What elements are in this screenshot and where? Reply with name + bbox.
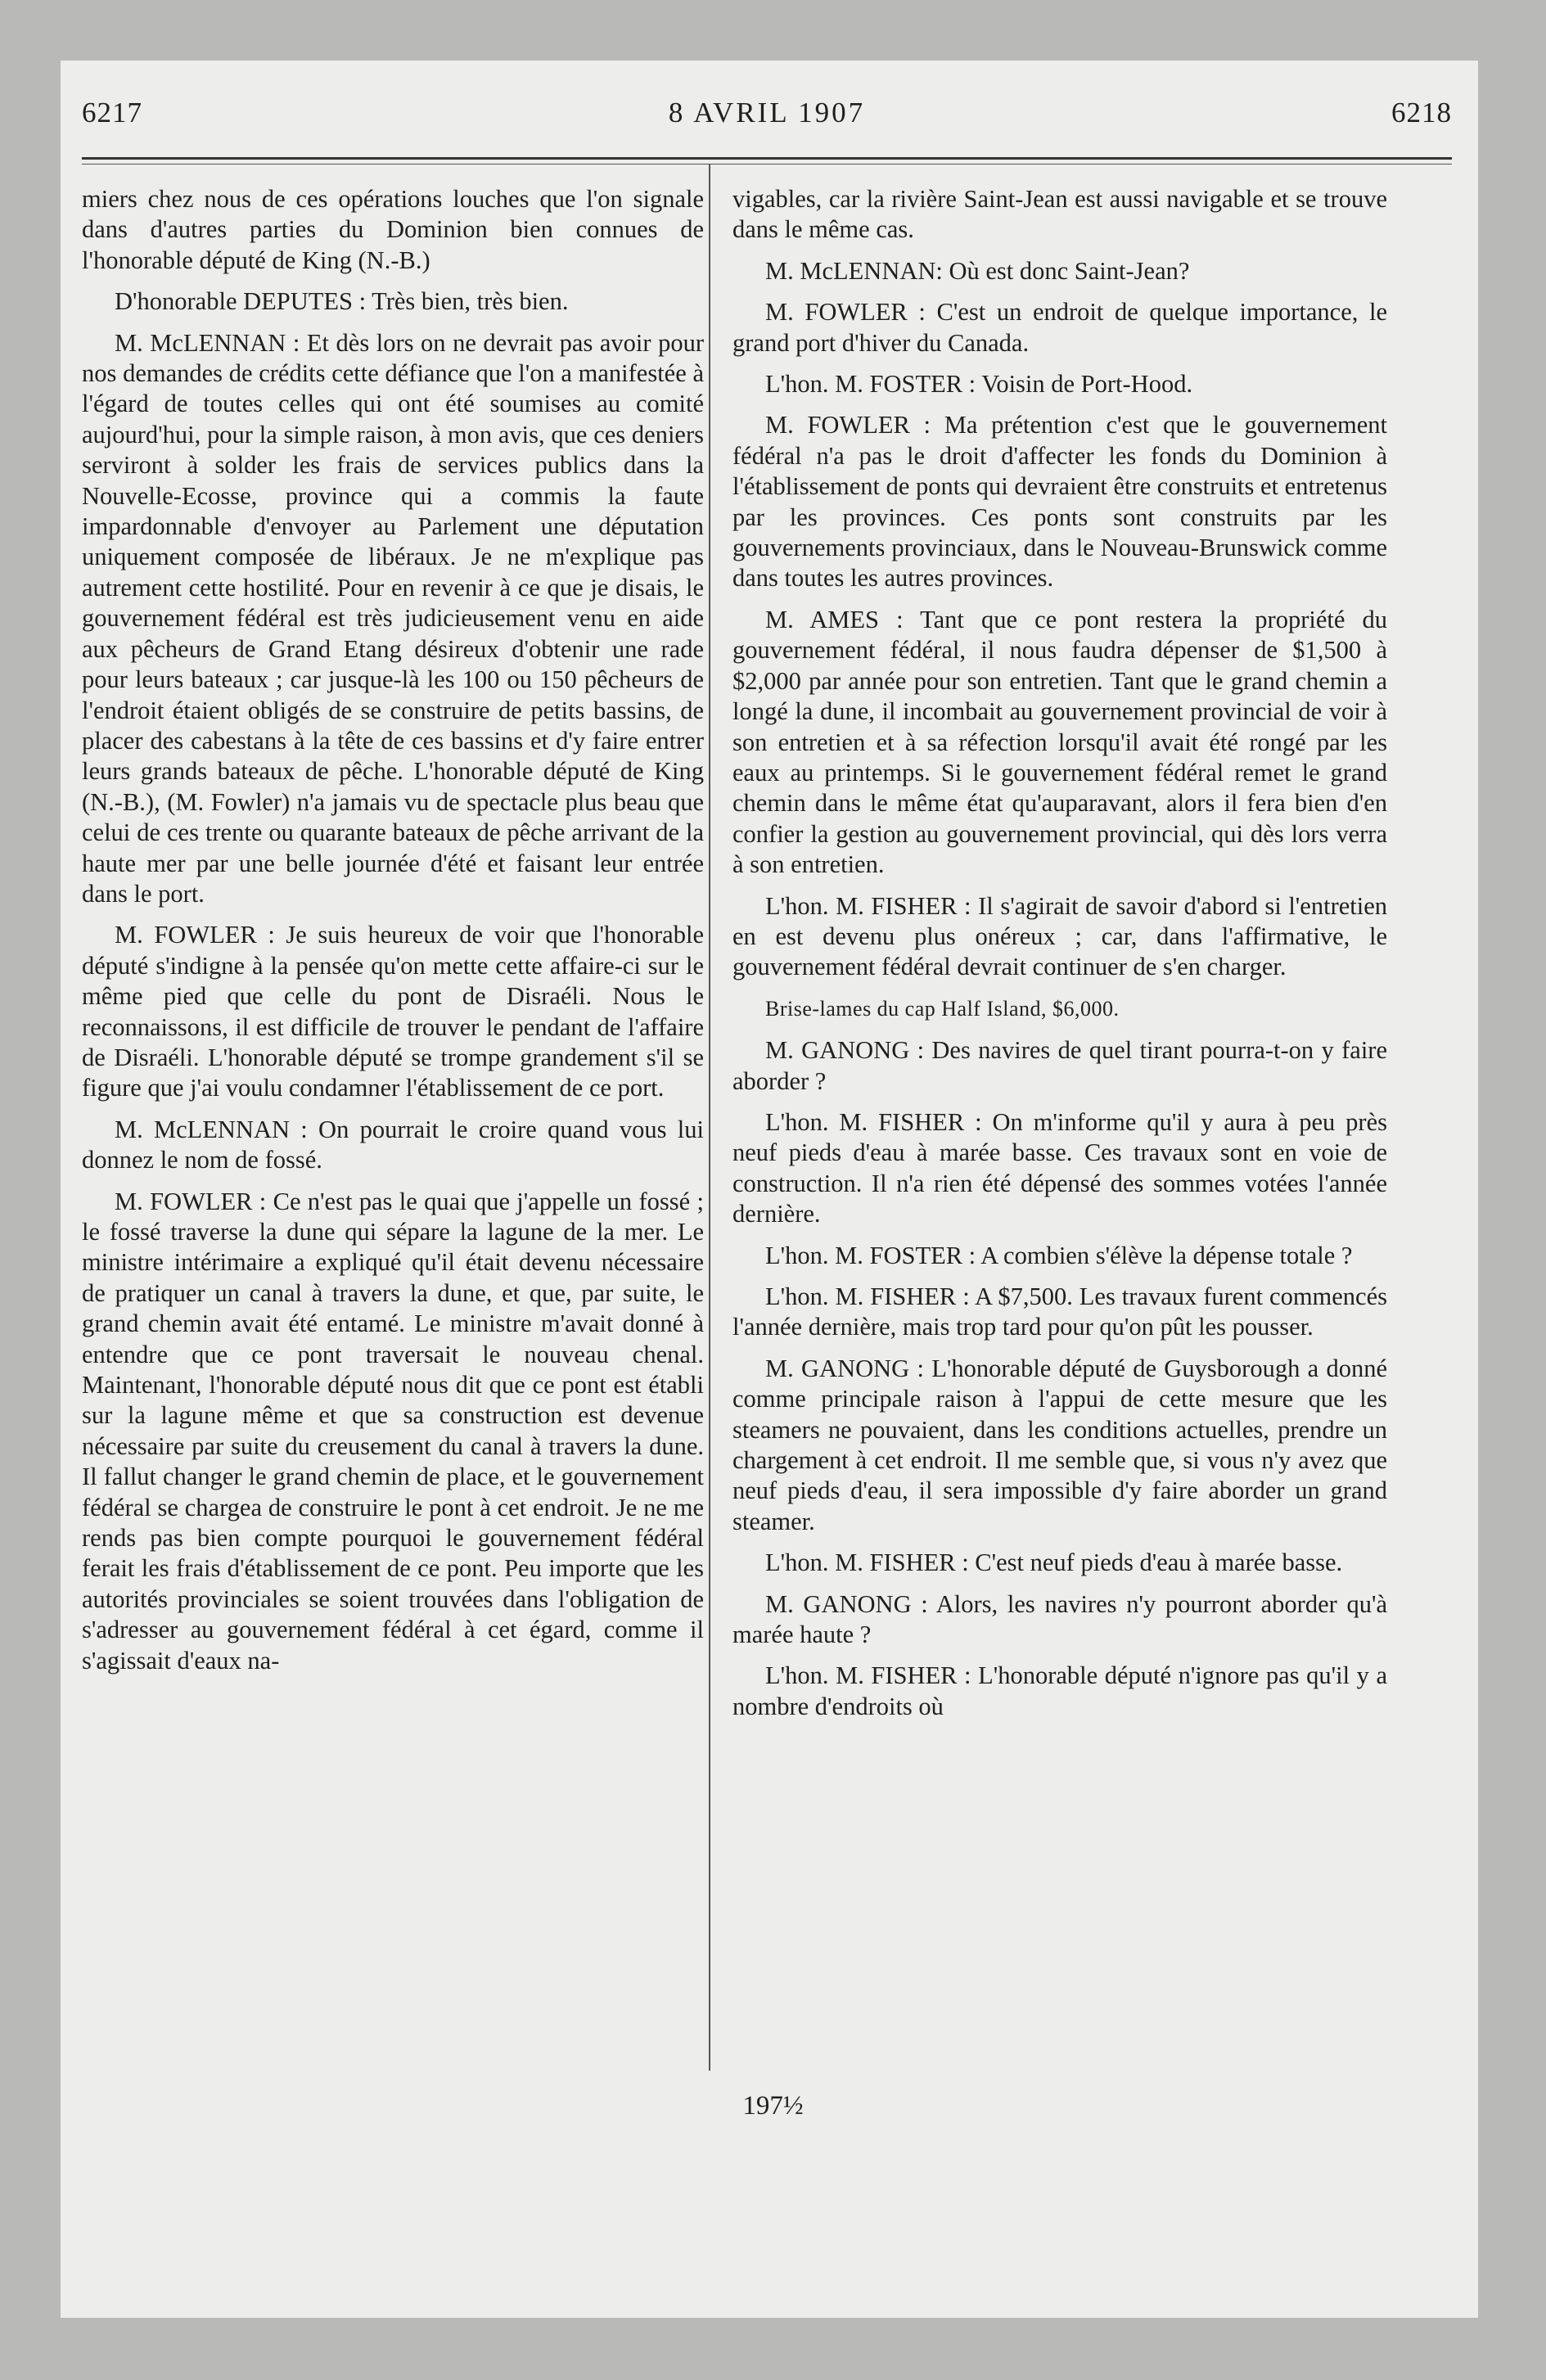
paragraph: L'hon. M. FOSTER : Voisin de Port-Hood.: [765, 370, 1193, 399]
right-column: [732, 184, 1387, 1733]
header-date: 8 AVRIL 1907: [668, 97, 866, 128]
paragraph: M. McLENNAN : Et dès lors on ne devrait pas avoir pour nos demandes de crédits cette défiance que l'on a manifestée à l'égard de toutes celles qui ont été soumises au comité aujourd'hui, pour la simple raison, à mon avis, que ces deniers serviront à solder les frais de services publics dans la Nouvelle-Ecosse, province qui a commis la faute impardonnable d'envoyer au Parlement une députation uniquement composée de libéraux. Je ne m'explique pas autrement cette hostilité. Pour en revenir à ce que je disais, le gouvernement fédéral est très judicieusement venu en aide aux pêcheurs de Grand Etang désireux d'obtenir une rade pour leurs bateaux ; car jusque-là les 100 ou 150 pêcheurs de l'endroit étaient obligés de se construire de petits bassins, de placer des cabestans à la tête de ces bassins et d'y faire entrer leurs grands bateaux de pêche. L'honorable député de King (N.-B.), (M. Fowler) n'a jamais vu de spectacle plus beau que celui de ces trente ou quarante bateaux de pêche arrivant de la haute mer par une belle journée d'été et faisant leur entrée dans le port.: [82, 328, 704, 908]
header-rule: [82, 157, 1452, 160]
paragraph: M. GANONG : Alors, les navires n'y pourront aborder qu'à marée haute ?: [732, 1589, 1387, 1649]
paragraph: L'hon. M. FISHER : Il s'agirait de savoir d'abord si l'entretien en est devenu plus onéreux ; car, dans l'affirmative, le gouvernement fédéral devrait continuer de s'en charger.: [732, 891, 1387, 981]
paragraph: M. FOWLER : Ce n'est pas le quai que j'appelle un fossé ; le fossé traverse la dune qui sépare la lagune de la mer. Le ministre intérimaire a expliqué qu'il était devenu nécessaire de pratiquer un canal à travers la dune, et que, par suite, le grand chemin avait été entamé. Le ministre m'avait donné à entendre que ce pont traversait le nouveau chenal. Maintenant, l'honorable député nous dit que ce pont est établi sur la lagune même et que sa construction est devenue nécessaire par suite du creusement du canal à travers la dune. Il fallut changer le grand chemin de place, et le gouvernement fédéral se chargea de construire le pont à cet endroit. Je ne me rends pas bien compte pourquoi le gouvernement fédéral ferait les frais d'établissement de ce pont. Peu importe que les autorités provinciales se soient trouvées dans l'obligation de s'adresser au gouvernement fédéral à cet égard, comme il s'agissait d'eaux na-: [82, 1187, 704, 1675]
column-divider: [709, 164, 710, 2071]
header-left-page-number: 6217: [82, 97, 142, 128]
paragraph: L'hon. M. FOSTER : A combien s'élève la dépense totale ?: [765, 1241, 1353, 1269]
paragraph: M. GANONG : L'honorable député de Guysborough a donné comme principale raison à l'appui de cette mesure que les steamers ne pouvaient, dans les conditions actuelles, prendre un chargement à cet endroit. Il me semble que, si vous n'y avez que neuf pieds d'eau, il sera impossible d'y faire aborder un grand steamer.: [732, 1354, 1387, 1535]
paragraph: M. FOWLER : Je suis heureux de voir que l'honorable député s'indigne à la pensée qu'on mette cette affaire-ci sur le même pied que celle du pont de Disraéli. Nous le reconnaissons, il est difficile de trouver le pendant de l'affaire de Disraéli. L'honorable député se trompe grandement s'il se figure que j'ai voulu condamner l'établissement de ce port.: [82, 921, 704, 1102]
paragraph: M. McLENNAN: Où est donc Saint-Jean?: [765, 256, 1190, 285]
header-right-page-number: 6218: [1391, 97, 1452, 128]
paragraph: L'hon. M. FISHER : On m'informe qu'il y aura à peu près neuf pieds d'eau à marée basse. Ces travaux sont en voie de construction. Il n'a rien été dépensé des sommes votées l'année dernière.: [732, 1107, 1387, 1228]
paragraph: L'hon. M. FISHER : L'honorable député n'ignore pas qu'il y a nombre d'endroits où: [732, 1661, 1387, 1720]
budget-item-heading: Brise-lames du cap Half Island, $6,000.: [765, 996, 1120, 1021]
paragraph: M. AMES : Tant que ce pont restera la propriété du gouvernement fédéral, il nous faudra dépenser de $1,500 à $2,000 par année pour son entretien. Tant que le grand chemin a longé la dune, il incombait au gouvernement provincial de voir à son entretien et à sa réfection lorsqu'il avait été rongé par les eaux au printemps. Si le gouvernement fédéral remet le grand chemin dans le même état qu'auparavant, alors il fera bien d'en confier la gestion au gouvernement provincial, qui dès lors verra à son entretien.: [732, 605, 1387, 879]
paragraph: M. GANONG : Des navires de quel tirant pourra-t-on y faire aborder ?: [732, 1036, 1387, 1095]
paragraph: vigables, car la rivière Saint-Jean est aussi navigable et se trouve dans le même cas.: [732, 185, 1387, 244]
footer-signature-mark: 197½: [742, 2091, 804, 2121]
left-column: [82, 184, 704, 1687]
paragraph: D'honorable DEPUTES : Très bien, très bien.: [115, 287, 569, 316]
paragraph: L'hon. M. FISHER : C'est neuf pieds d'eau à marée basse.: [765, 1548, 1343, 1577]
header-rule-thin: [82, 164, 1452, 165]
paragraph: M. FOWLER : C'est un endroit de quelque importance, le grand port d'hiver du Canada.: [732, 298, 1387, 357]
paragraph: L'hon. M. FISHER : A $7,500. Les travaux furent commencés l'année dernière, mais trop tard pour qu'on pût les pousser.: [732, 1282, 1387, 1341]
paragraph: M. McLENNAN : On pourrait le croire quand vous lui donnez le nom de fossé.: [82, 1115, 704, 1174]
page-header: [82, 97, 1452, 146]
paragraph: miers chez nous de ces opérations louches que l'on signale dans d'autres parties du Dominion bien connues de l'honorable député de King (N.-B.): [82, 185, 704, 274]
paragraph: M. FOWLER : Ma prétention c'est que le gouvernement fédéral n'a pas le droit d'affecter les fonds du Dominion à l'établissement de ponts qui devraient être construits et entretenus par les provinces. Ces ponts sont construits par les gouvernements provinciaux, dans le Nouveau-Brunswick comme dans toutes les autres provinces.: [732, 411, 1387, 593]
